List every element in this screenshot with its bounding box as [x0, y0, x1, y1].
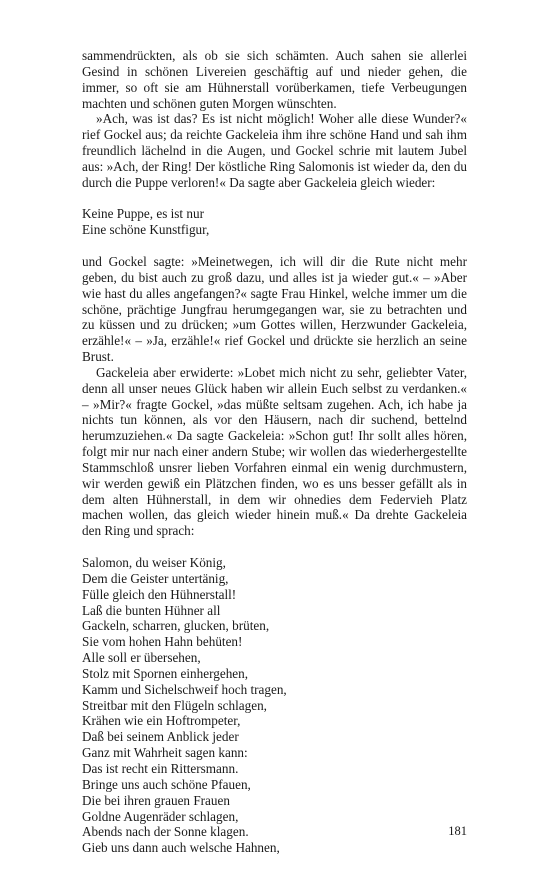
prose-block-2	[82, 254, 467, 539]
stanza-gap	[82, 238, 467, 254]
stanza-gap	[82, 191, 467, 207]
verse-line: Gieb uns dann auch welsche Hahnen,	[82, 840, 280, 856]
verse-line: Abends nach der Sonne klagen.	[82, 824, 249, 840]
prose-block-1	[82, 48, 467, 191]
verse-block-2	[82, 555, 467, 856]
verse-line: Salomon, du weiser König,	[82, 555, 226, 570]
verse-line: Alle soll er übersehen,	[82, 650, 201, 666]
paragraph: Gackeleia aber erwiderte: »Lobet mich nicht zu sehr, geliebter Vater, denn all unser neues Glück haben wir allein Euch selbst zu verdanken.« – »Mir?« fragte Gockel, »das müßte seltsam zugehen. Ach, ich habe ja nichts tun können, als vor den Häusern, nach dir suchend, bettelnd herumzuziehen.« Da sagte Gackeleia: »Schon gut! Ihr sollt alles hören, folgt mir nur nach einer andern Stube; wir wollen das wiederhergestellte Stammschloß unsrer lieben Vorfahren einmal ein wenig durchmustern, wir werden gewiß ein Plätzchen finden, wo es uns besser gefällt als in dem alten Hühnerstall, in dem wir ohnedies dem Federvieh Platz machen wollen, das gleich wieder hinein muß.« Da drehte Gackeleia den Ring und sprach:	[82, 364, 467, 539]
verse-line: Krähen wie ein Hoftrompeter,	[82, 713, 241, 729]
verse-line: Daß bei seinem Anblick jeder	[82, 729, 239, 745]
verse-line: Ganz mit Wahrheit sagen kann:	[82, 745, 248, 761]
verse-line: Das ist recht ein Rittersmann.	[82, 760, 239, 776]
verse-line: Gackeln, scharren, glucken, brüten,	[82, 618, 270, 634]
verse-block-1	[82, 206, 467, 238]
verse-line: Streitbar mit den Flügeln schlagen,	[82, 697, 267, 713]
verse-line: Eine schöne Kunstfigur,	[82, 222, 210, 238]
verse-line: Sie vom hohen Hahn behüten!	[82, 634, 243, 650]
verse-line: Die bei ihren grauen Frauen	[82, 792, 230, 808]
verse-line: Stolz mit Spornen einhergehen,	[82, 665, 249, 681]
verse-line: Kamm und Sichelschweif hoch tragen,	[82, 681, 287, 697]
verse-line: Goldne Augenräder schlagen,	[82, 808, 239, 824]
verse-line: Laß die bunten Hühner all	[82, 602, 221, 618]
paragraph: »Ach, was ist das? Es ist nicht möglich! Woher alle diese Wunder?« rief Gockel aus; da reichte Gackeleia ihm ihre schöne Hand und sah ihm freundlich lächelnd in die Augen, und Gockel schrie mit lautem Jubel aus: »Ach, der Ring! Der köstliche Ring Salomonis ist wieder da, den du durch die Puppe verloren!« Da sagte aber Gackeleia gleich wieder:	[82, 111, 467, 190]
stanza-gap	[82, 539, 467, 555]
page-number: 181	[448, 824, 467, 838]
verse-line: Bringe uns auch schöne Pfauen,	[82, 776, 251, 792]
paragraph: sammendrückten, als ob sie sich schämten. Auch sahen sie allerlei Gesind in schönen Livereien geschäftig auf und nieder gehen, die immer, so oft sie am Hühnerstall vorüberkamen, tiefe Verbeugungen machten und schönen guten Morgen wünschten.	[82, 48, 467, 111]
verse-line: Dem die Geister untertänig,	[82, 570, 229, 586]
paragraph: und Gockel sagte: »Meinetwegen, ich will dir die Rute nicht mehr geben, du bist auch zu groß dazu, und alles ist ja wieder gut.« – »Aber wie hast du alles angefangen?« sagte Frau Hinkel, welche immer um die schöne, prächtige Jungfrau herumgegangen war, sie zu betrachten und zu küssen und zu drücken; »um Gottes willen, Herzwunder Gackeleia, erzähle!« – »Ja, erzähle!« rief Gockel und drückte sie herzlich an seine Brust.	[82, 253, 467, 365]
page-body	[82, 48, 467, 856]
verse-line: Keine Puppe, es ist nur	[82, 206, 204, 222]
verse-line: Fülle gleich den Hühnerstall!	[82, 586, 237, 602]
